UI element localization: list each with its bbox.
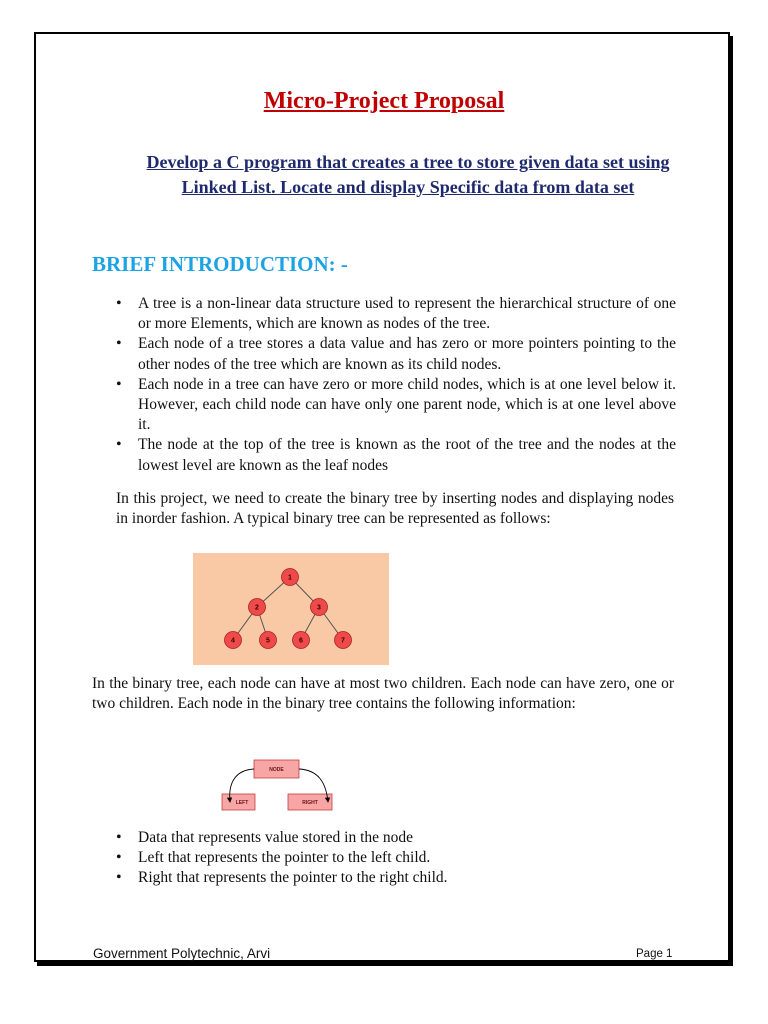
right-box-label: RIGHT [302,800,318,806]
tree-node-label: 5 [266,637,270,645]
tree-node-label: 6 [299,637,303,645]
footer-institution: Government Polytechnic, Arvi [93,946,271,961]
binary-tree-figure [193,553,389,665]
list-item: • Each node in a tree can have zero or more child nodes, which is at one level below it. However, each child node can have only one parent node, which is at one level above it. [116,375,676,436]
paragraph-binary-tree-intro: In this project, we need to create the binary tree by inserting nodes and displaying nodes in inorder fashion. A typical binary tree can be represented as follows: [116,490,674,528]
tree-node-label: 4 [231,637,235,645]
list-item: • Data that represents value stored in the node [116,828,676,848]
footer-page-number: Page 1 [636,948,673,960]
project-subtitle: Develop a C program that creates a tree to store given data set using Linked List. Locate and display Specific data from data set [146,152,670,197]
tree-node-label: 3 [317,604,321,612]
list-item: • A tree is a non-linear data structure used to represent the hierarchical structure of one or more Elements, which are known as nodes of the tree. [116,294,676,334]
list-item: • Left that represents the pointer to the left child. [116,848,676,868]
list-item: • Each node of a tree stores a data value and has zero or more pointers pointing to the other nodes of the tree which are known as its child nodes. [116,334,676,374]
node-box-label: NODE [269,767,284,773]
tree-node-label: 1 [288,574,292,582]
page-title: Micro-Project Proposal [263,88,505,114]
node-structure-figure [206,740,356,820]
tree-node-label: 7 [341,637,345,645]
paragraph-node-info: In the binary tree, each node can have at most two children. Each node can have zero, one or two children. Each node in the binary tree contains the following information: [92,675,674,713]
left-box-label: LEFT [235,800,249,806]
list-item: • The node at the top of the tree is known as the root of the tree and the nodes at the lowest level are known as the leaf nodes [116,435,676,475]
node-info-bullet-list [116,828,676,889]
list-item: • Right that represents the pointer to the right child. [116,868,676,888]
intro-bullet-list [116,294,676,476]
section-heading: BRIEF INTRODUCTION: - [92,252,348,276]
tree-node-label: 2 [255,604,259,612]
